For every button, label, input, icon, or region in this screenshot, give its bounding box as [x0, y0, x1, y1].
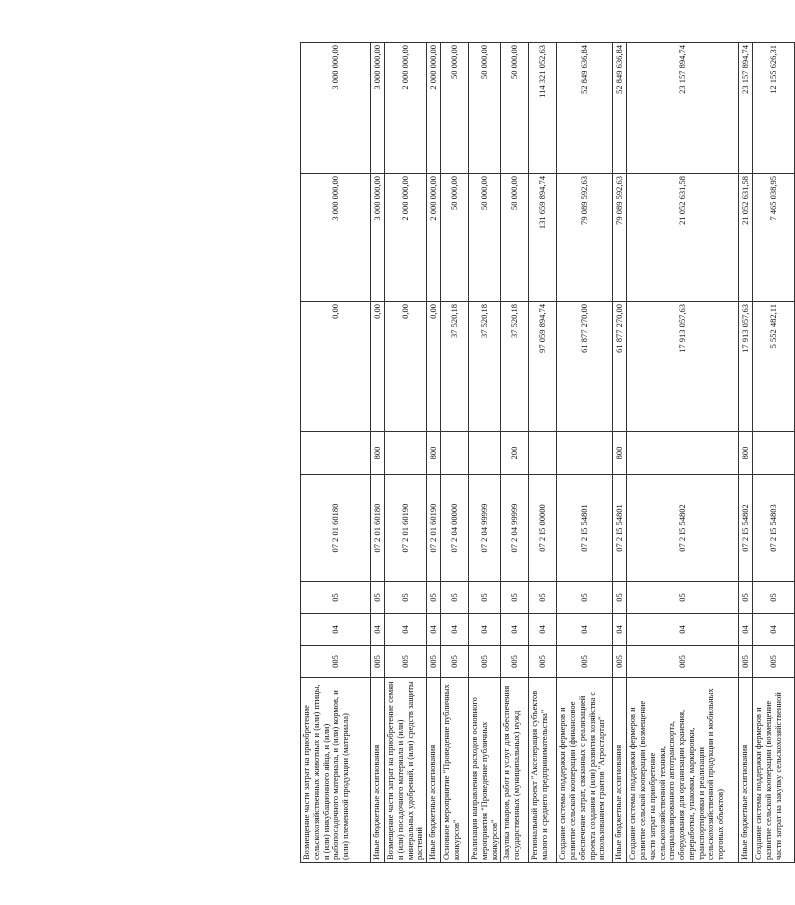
grbs-code: 005	[371, 646, 385, 678]
subsection-code: 05	[529, 582, 557, 614]
target-article-code: 07 2 04 00000	[441, 475, 469, 582]
expense-type-code	[469, 432, 501, 475]
amount-2: 21 052 631,58	[627, 174, 739, 302]
amount-3: 52 849 636,84	[613, 43, 627, 174]
grbs-code: 005	[501, 646, 529, 678]
row-name: Создание системы поддержки фермеров и развитие сельской кооперации (возмещение части затрат на приобретение сельскохозяйственной техники, специализированного автотранспорта, оборудования для организации хранения, переработки, упаковки, маркировки, транспортировки и реализации сельскохозяйственной продукции и мобильных торговых объектов)	[627, 678, 739, 863]
subsection-code: 05	[371, 582, 385, 614]
target-article-code: 07 2 01 60180	[301, 475, 371, 582]
amount-2: 3 000 000,00	[371, 174, 385, 302]
table-row	[469, 43, 501, 863]
amount-2: 2 000 000,00	[427, 174, 441, 302]
amount-1: 17 913 057,63	[739, 302, 753, 432]
amount-1: 37 520,18	[469, 302, 501, 432]
amount-1: 5 552 482,11	[753, 302, 795, 432]
budget-table	[300, 42, 795, 863]
amount-3: 114 321 052,63	[529, 43, 557, 174]
expense-type-code	[301, 432, 371, 475]
row-name: Возмещение части затрат на приобретение сельскохозяйственных животных и (или) птицы, и (или) инкубационного яйца, и (или) рыбопосадочного материала, и (или) кормов, и (или) племенной продукции (материала)	[301, 678, 371, 863]
amount-1: 0,00	[427, 302, 441, 432]
subsection-code: 05	[753, 582, 795, 614]
table-row	[529, 43, 557, 863]
table-row	[371, 43, 385, 863]
expense-type-code	[627, 432, 739, 475]
amount-3: 50 000,00	[469, 43, 501, 174]
row-name: Региональный проект "Акселерация субъектов малого и среднего предпринимательства"	[529, 678, 557, 863]
amount-1: 17 913 057,63	[627, 302, 739, 432]
section-code: 04	[627, 614, 739, 646]
amount-2: 50 000,00	[441, 174, 469, 302]
rotated-budget-sheet	[300, 43, 783, 863]
section-code: 04	[739, 614, 753, 646]
target-article-code: 07 2 I5 54802	[627, 475, 739, 582]
subsection-code: 05	[501, 582, 529, 614]
amount-1: 37 520,18	[441, 302, 469, 432]
subsection-code: 05	[613, 582, 627, 614]
target-article-code: 07 2 01 60190	[427, 475, 441, 582]
amount-3: 3 000 000,00	[371, 43, 385, 174]
grbs-code: 005	[469, 646, 501, 678]
amount-2: 2 000 000,00	[385, 174, 427, 302]
target-article-code: 07 2 I5 54803	[753, 475, 795, 582]
subsection-code: 05	[557, 582, 613, 614]
amount-2: 131 659 894,74	[529, 174, 557, 302]
amount-1: 0,00	[371, 302, 385, 432]
amount-2: 50 000,00	[469, 174, 501, 302]
grbs-code: 005	[427, 646, 441, 678]
row-name: Основное мероприятие "Проведение публичных конкурсов"	[441, 678, 469, 863]
expense-type-code: 800	[613, 432, 627, 475]
section-code: 04	[469, 614, 501, 646]
row-name: Иные бюджетные ассигнования	[613, 678, 627, 863]
section-code: 04	[441, 614, 469, 646]
target-article-code: 07 2 04 99999	[501, 475, 529, 582]
amount-1: 37 520,18	[501, 302, 529, 432]
subsection-code: 05	[469, 582, 501, 614]
subsection-code: 05	[441, 582, 469, 614]
section-code: 04	[301, 614, 371, 646]
expense-type-code	[441, 432, 469, 475]
expense-type-code	[557, 432, 613, 475]
grbs-code: 005	[529, 646, 557, 678]
amount-3: 23 157 894,74	[739, 43, 753, 174]
table-row	[613, 43, 627, 863]
amount-2: 3 000 000,00	[301, 174, 371, 302]
table-row	[557, 43, 613, 863]
amount-2: 79 089 592,63	[613, 174, 627, 302]
amount-3: 50 000,00	[441, 43, 469, 174]
amount-3: 2 000 000,00	[427, 43, 441, 174]
row-name: Иные бюджетные ассигнования	[739, 678, 753, 863]
subsection-code: 05	[427, 582, 441, 614]
target-article-code: 07 2 I5 00000	[529, 475, 557, 582]
target-article-code: 07 2 04 99999	[469, 475, 501, 582]
table-row	[301, 43, 371, 863]
section-code: 04	[753, 614, 795, 646]
grbs-code: 005	[627, 646, 739, 678]
amount-2: 79 089 592,63	[557, 174, 613, 302]
expense-type-code	[753, 432, 795, 475]
target-article-code: 07 2 01 60190	[385, 475, 427, 582]
subsection-code: 05	[739, 582, 753, 614]
grbs-code: 005	[301, 646, 371, 678]
amount-1: 61 877 270,00	[613, 302, 627, 432]
table-row	[627, 43, 739, 863]
subsection-code: 05	[385, 582, 427, 614]
section-code: 04	[613, 614, 627, 646]
row-name: Создание системы поддержки фермеров и развитие сельской кооперации (возмещение части затрат на закупку сельскохозяйственной	[753, 678, 795, 863]
amount-1: 61 877 270,00	[557, 302, 613, 432]
amount-2: 50 000,00	[501, 174, 529, 302]
table-row	[427, 43, 441, 863]
section-code: 04	[529, 614, 557, 646]
amount-3: 3 000 000,00	[301, 43, 371, 174]
amount-3: 52 849 636,84	[557, 43, 613, 174]
expense-type-code: 800	[739, 432, 753, 475]
grbs-code: 005	[557, 646, 613, 678]
row-name: Иные бюджетные ассигнования	[427, 678, 441, 863]
amount-1: 0,00	[301, 302, 371, 432]
grbs-code: 005	[613, 646, 627, 678]
section-code: 04	[427, 614, 441, 646]
table-row	[739, 43, 753, 863]
subsection-code: 05	[301, 582, 371, 614]
row-name: Закупка товаров, работ и услуг для обеспечения государственных (муниципальных) нужд	[501, 678, 529, 863]
expense-type-code: 200	[501, 432, 529, 475]
grbs-code: 005	[753, 646, 795, 678]
table-row	[501, 43, 529, 863]
amount-3: 12 155 626,31	[753, 43, 795, 174]
row-name: Иные бюджетные ассигнования	[371, 678, 385, 863]
grbs-code: 005	[385, 646, 427, 678]
target-article-code: 07 2 I5 54801	[613, 475, 627, 582]
table-row	[753, 43, 795, 863]
row-name: Возмещение части затрат на приобретение семян и (или) посадочного материала и (или) минеральных удобрений, и (или) средств защиты растений	[385, 678, 427, 863]
row-name: Реализация направления расходов основного мероприятия "Проведение публичных конкурсов"	[469, 678, 501, 863]
table-row	[385, 43, 427, 863]
amount-3: 2 000 000,00	[385, 43, 427, 174]
amount-3: 50 000,00	[501, 43, 529, 174]
target-article-code: 07 2 I5 54801	[557, 475, 613, 582]
amount-1: 97 059 894,74	[529, 302, 557, 432]
target-article-code: 07 2 01 60180	[371, 475, 385, 582]
section-code: 04	[557, 614, 613, 646]
section-code: 04	[385, 614, 427, 646]
table-row	[441, 43, 469, 863]
grbs-code: 005	[739, 646, 753, 678]
section-code: 04	[371, 614, 385, 646]
section-code: 04	[501, 614, 529, 646]
expense-type-code: 800	[427, 432, 441, 475]
expense-type-code	[385, 432, 427, 475]
subsection-code: 05	[627, 582, 739, 614]
amount-1: 0,00	[385, 302, 427, 432]
expense-type-code: 800	[371, 432, 385, 475]
amount-3: 23 157 894,74	[627, 43, 739, 174]
row-name: Создание системы поддержки фермеров и развитие сельской кооперации (финансовое обеспечение затрат, связанных с реализацией проекта создания и (или) развития хозяйства с использованием грантов "Агростартап"	[557, 678, 613, 863]
amount-2: 7 465 038,95	[753, 174, 795, 302]
expense-type-code	[529, 432, 557, 475]
target-article-code: 07 2 I5 54802	[739, 475, 753, 582]
amount-2: 21 052 631,58	[739, 174, 753, 302]
grbs-code: 005	[441, 646, 469, 678]
